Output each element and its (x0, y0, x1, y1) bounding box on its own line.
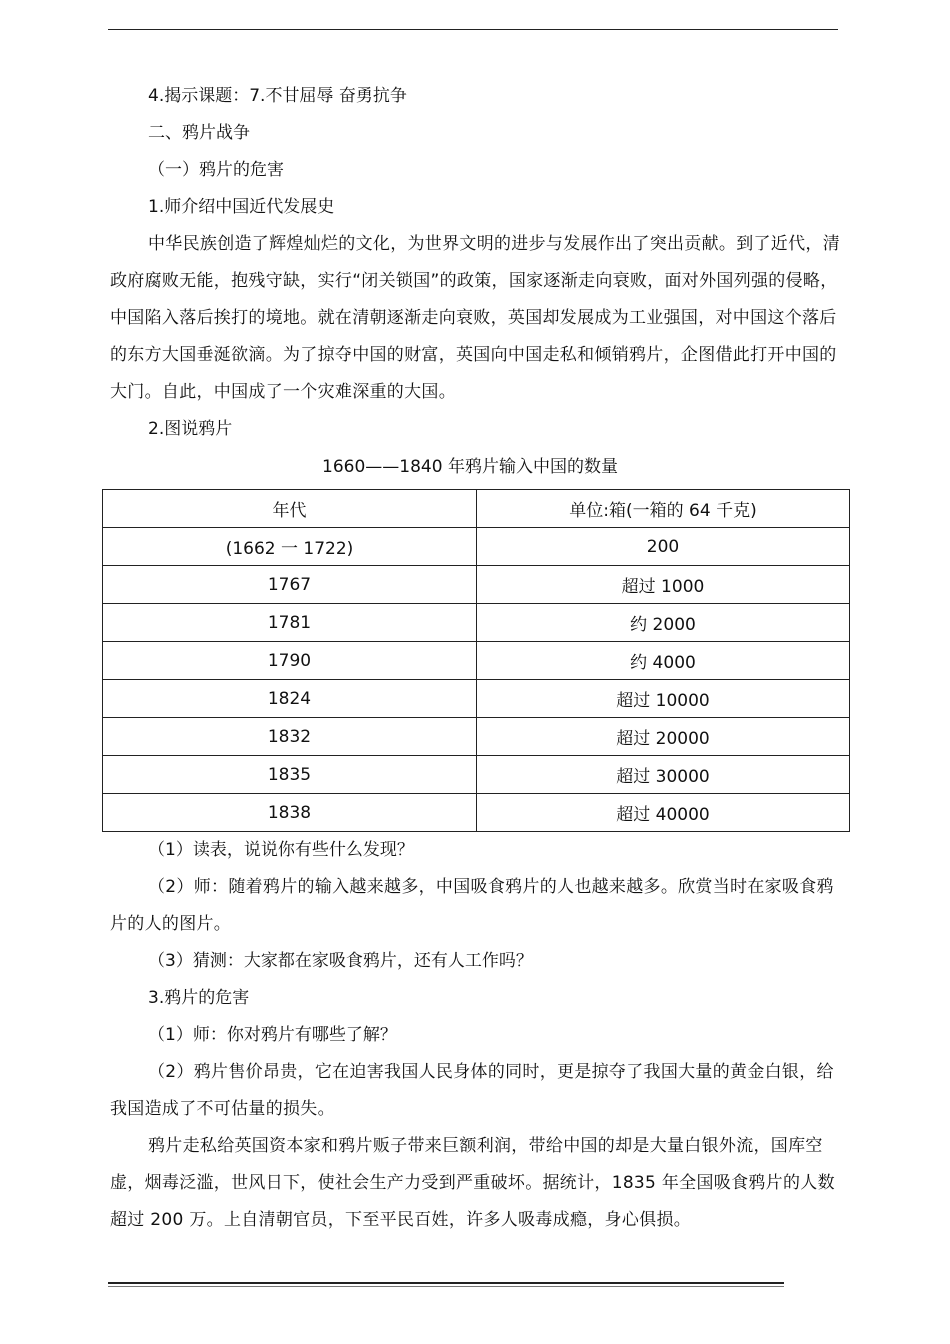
table-caption: 1660——1840 年鸦片输入中国的数量 (322, 457, 618, 477)
amount-cell: 约 4000 (477, 642, 850, 680)
header-cell-year: 年代 (103, 490, 477, 528)
step-heading-history: 1.师介绍中国近代发展史 (148, 197, 335, 217)
question-guess: （3）猜测：大家都在家吸食鸦片，还有人工作吗？ (148, 951, 533, 971)
table-row (103, 604, 850, 642)
table-row (103, 794, 850, 832)
footer-rule-thin (108, 1286, 784, 1287)
table-row (103, 566, 850, 604)
amount-cell: 超过 30000 (477, 756, 850, 794)
step-heading-harm: 3.鸦片的危害 (148, 988, 250, 1008)
question-teacher-pictures: （2）师：随着鸦片的输入越来越多，中国吸食鸦片的人也越来越多。欣赏当时在家吸食鸦片的人的图片。 (110, 877, 834, 934)
subsection-heading-harm: （一）鸦片的危害 (148, 160, 284, 180)
header-rule (108, 29, 838, 30)
amount-cell: 超过 20000 (477, 718, 850, 756)
year-cell: (1662 一 1722) (103, 528, 477, 566)
amount-cell: 约 2000 (477, 604, 850, 642)
year-cell: 1781 (103, 604, 477, 642)
history-paragraph: 中华民族创造了辉煌灿烂的文化，为世界文明的进步与发展作出了突出贡献。到了近代，清政府腐败无能，抱残守缺，实行“闭关锁国”的政策，国家逐渐走向衰败，面对外国列强的侵略，中国陷入落后挨打的境地。就在清朝逐渐走向衰败，英国却发展成为工业强国，对中国这个落后的东方大国垂涎欲滴。为了掠夺中国的财富，英国向中国走私和倾销鸦片，企图借此打开中国的大门。自此，中国成了一个灾难深重的大国。 (110, 234, 840, 402)
table-row (103, 680, 850, 718)
harm-price-paragraph: （2）鸦片售价昂贵，它在迫害我国人民身体的同时，更是掠夺了我国大量的黄金白银，给我国造成了不可估量的损失。 (110, 1062, 834, 1119)
amount-cell: 超过 1000 (477, 566, 850, 604)
year-cell: 1767 (103, 566, 477, 604)
lesson-title-step: 4.揭示课题：7.不甘屈辱 奋勇抗争 (148, 86, 407, 106)
harm-question-teacher: （1）师：你对鸦片有哪些了解？ (148, 1025, 397, 1045)
opium-import-table (102, 489, 850, 832)
table-row (103, 718, 850, 756)
year-cell: 1832 (103, 718, 477, 756)
amount-cell: 超过 10000 (477, 680, 850, 718)
amount-cell: 200 (477, 528, 850, 566)
document-body (110, 78, 850, 1239)
year-cell: 1824 (103, 680, 477, 718)
amount-cell: 超过 40000 (477, 794, 850, 832)
smuggling-paragraph: 鸦片走私给英国资本家和鸦片贩子带来巨额利润，带给中国的却是大量白银外流，国库空虚，烟毒泛滥，世风日下，使社会生产力受到严重破坏。据统计，1835 年全国吸食鸦片的人数超过 200 万。上自清朝官员，下至平民百姓，许多人吸毒成瘾，身心俱损。 (110, 1136, 835, 1230)
year-cell: 1835 (103, 756, 477, 794)
question-read-table: （1）读表，说说你有些什么发现？ (148, 840, 414, 860)
year-cell: 1790 (103, 642, 477, 680)
section-heading-opium-war: 二、鸦片战争 (148, 123, 250, 143)
step-heading-picture: 2.图说鸦片 (148, 419, 233, 439)
table-row (103, 756, 850, 794)
year-cell: 1838 (103, 794, 477, 832)
header-cell-unit: 单位:箱(一箱的 64 千克) (477, 490, 850, 528)
table-row (103, 642, 850, 680)
table-header-row (103, 490, 850, 528)
footer-rule (108, 1282, 784, 1284)
table-row (103, 528, 850, 566)
